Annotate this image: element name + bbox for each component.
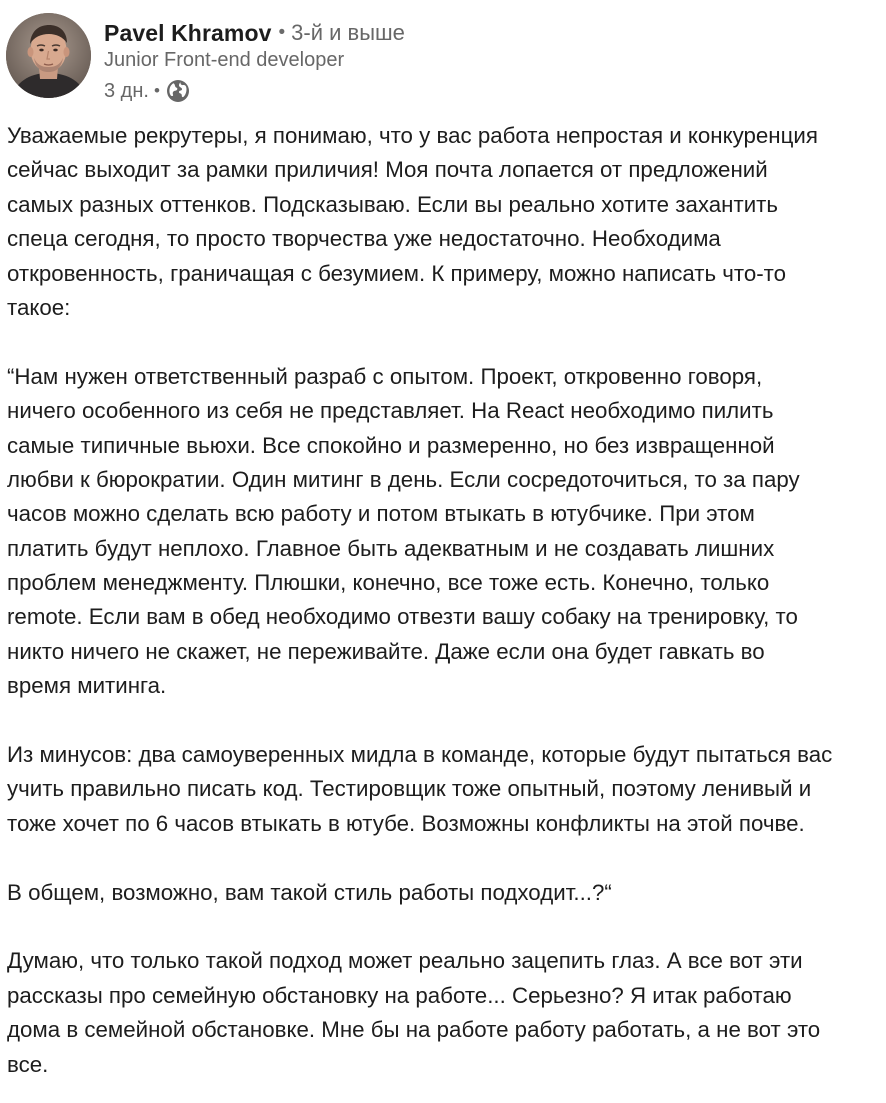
post-text-line: часов можно сделать всю работу и потом втыкать в ютубчике. При этом <box>7 501 755 527</box>
post-text-line: сейчас выходит за рамки приличия! Моя почта лопается от предложений <box>7 157 768 183</box>
post-text-line: самые типичные вьюхи. Все спокойно и размеренно, но без извращенной <box>7 432 775 458</box>
post-text-line: откровенность, граничащая с безумием. К примеру, можно написать что-то <box>7 260 787 286</box>
post-text-line: ничего особенного из себя не представляет. На React необходимо пилить <box>7 398 774 424</box>
time-separator: • <box>153 81 160 100</box>
post-header <box>0 0 886 112</box>
post-text-line: “Нам нужен ответственный разраб с опытом. Проект, откровенно говоря, <box>7 363 763 389</box>
post-text-line: рассказы про семейную обстановку на работе... Серьезно? Я итак работаю <box>7 982 792 1008</box>
name-separator: • <box>278 22 286 43</box>
post-text-line: платить будут неплохо. Главное быть адекватным и не создавать лишних <box>7 535 775 561</box>
post-text-line: учить правильно писать код. Тестировщик тоже опытный, поэтому ленивый и <box>7 776 812 802</box>
author-name-row <box>104 16 405 50</box>
post-meta <box>104 77 190 105</box>
avatar-photo <box>6 13 91 98</box>
post-text-line: тоже хочет по 6 часов втыкать в ютубе. Возможны конфликты на этой почве. <box>7 810 805 836</box>
post-text-line: любви к бюрократии. Один митинг в день. Если сосредоточиться, то за пару <box>7 466 800 492</box>
post-text-line: никто ничего не скажет, не переживайте. Даже если она будет гавкать во <box>7 638 765 664</box>
post-text <box>7 119 886 1082</box>
author-avatar[interactable] <box>6 13 91 98</box>
paragraph-gap <box>7 841 886 875</box>
post-text-line: Из минусов: два самоуверенных мидла в команде, которые будут пытаться вас <box>7 742 833 768</box>
post-text-line: самых разных оттенков. Подсказываю. Если вы реально хотите захантить <box>7 191 778 217</box>
post-text-line: Думаю, что только такой подход может реально зацепить глаз. А все вот эти <box>7 948 803 974</box>
paragraph-gap <box>7 910 886 944</box>
post-text-line: В общем, возможно, вам такой стиль работы подходит...?“ <box>7 879 612 905</box>
globe-icon <box>166 79 190 103</box>
post-text-line: спеца сегодня, то просто творчества уже недостаточно. Необходима <box>7 226 721 252</box>
connection-degree: 3-й и выше <box>291 20 405 45</box>
paragraph-gap <box>7 704 886 738</box>
post-text-line: дома в семейной обстановке. Мне бы на работе работу работать, а не вот это <box>7 1017 821 1043</box>
author-name[interactable]: Pavel Khramov <box>104 19 272 46</box>
post-text-line: Уважаемые рекрутеры, я понимаю, что у вас работа непростая и конкуренция <box>7 123 818 148</box>
paragraph-gap <box>7 325 886 359</box>
author-headline: Junior Front-end developer <box>104 49 345 71</box>
post-text-line: проблем менеджменту. Плюшки, конечно, все тоже есть. Конечно, только <box>7 570 770 596</box>
post-text-line: такое: <box>7 294 71 320</box>
post-text-line: время митинга. <box>7 673 167 699</box>
post-text-line: все. <box>7 1051 49 1077</box>
post-time[interactable]: 3 дн. <box>104 79 149 102</box>
post-text-line: remote. Если вам в обед необходимо отвезти вашу собаку на тренировку, то <box>7 604 798 630</box>
